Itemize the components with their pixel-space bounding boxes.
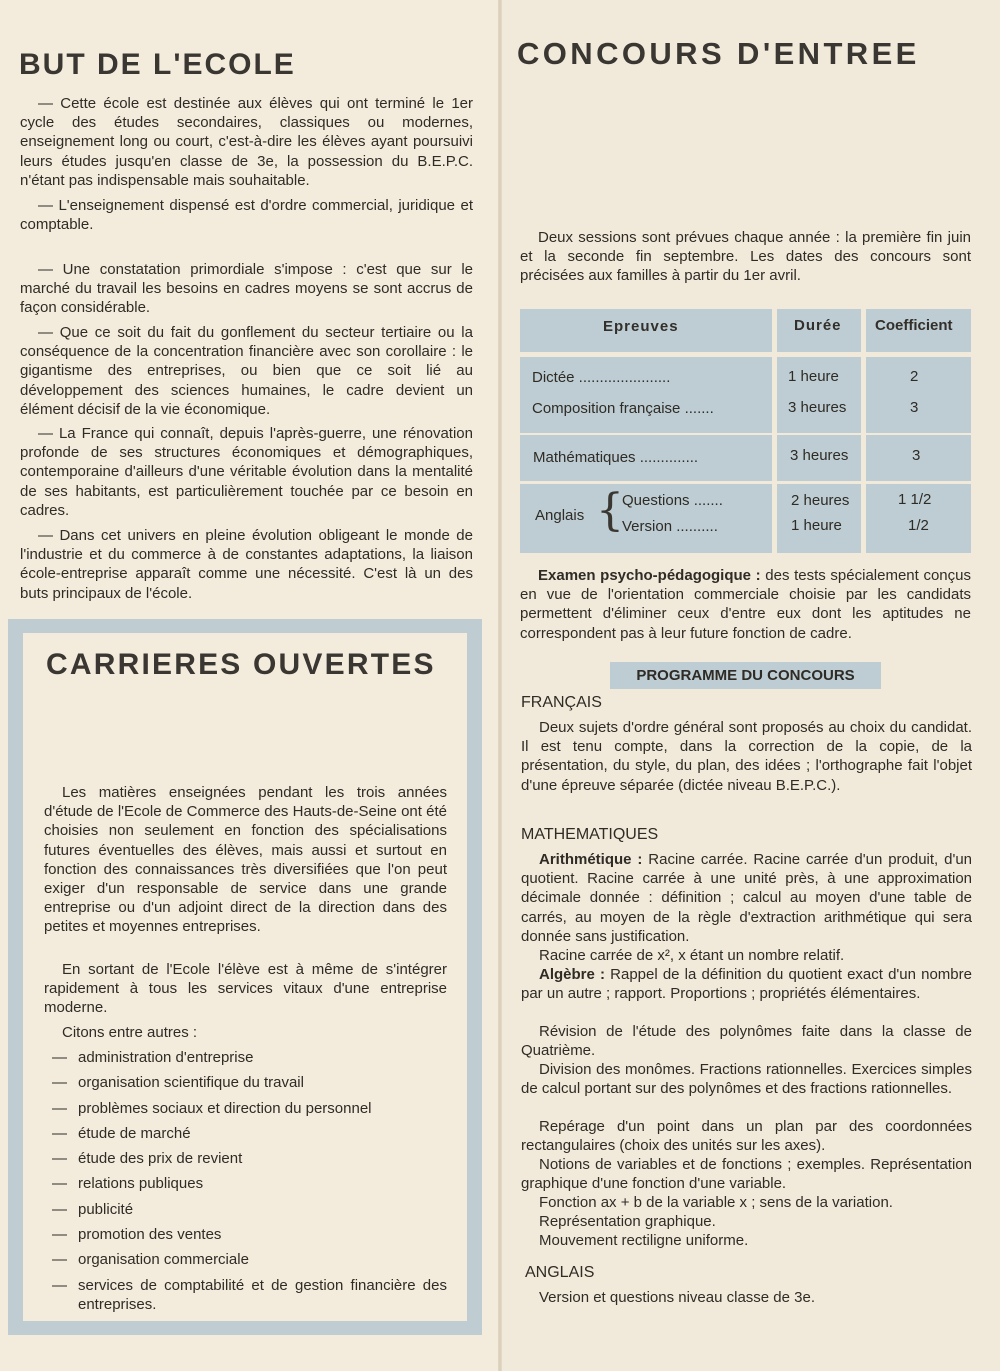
carrieres-paragraph-1: Les matières enseignées pendant les trois années d'étude de l'Ecole de Commerce des Hauts-de-Seine ont été choisies non seulement en fonction des spécialisations futures éventuelles des élèves, mais aussi et surtout en fonction des connaissances très diversifiées que l'on peut exiger d'un responsable de service dans une grande entreprise ou d'un adjoint direct de la direction dans des petites et moyennes entreprises. [44, 784, 447, 936]
table-header: Durée [794, 317, 842, 334]
francais-paragraph: Deux sujets d'ordre général sont proposés au choix du candidat. Il est tenu compte, dans la correction de la copie, de la présentation, du style, du plan, des idées ; l'orthographe fait l'objet d'une épreuve séparée (dictée niveau B.E.P.C.). [521, 719, 972, 794]
table-cell-duree: 1 heure [788, 368, 839, 385]
list-item: — publicité [52, 1200, 134, 1218]
algebre-paragraph [521, 965, 972, 1003]
list-item: — problèmes sociaux et direction du personnel [52, 1099, 372, 1117]
table-header: Epreuves [603, 318, 679, 335]
notions-paragraph: Notions de variables et de fonctions ; exemples. Représentation graphique d'une fonction d'une variable. [521, 1156, 972, 1193]
but-paragraph-1: — Cette école est destinée aux élèves qui ont terminé le 1er cycle des études secondaires, classiques ou modernes, enseignement long ou court, c'est-à-dire les élèves ayant poursuivi leurs études jusqu'en classe de 3e, la possession du B.E.P.C. n'étant pas indispensable mais souhaitable. [20, 95, 473, 189]
table-header: Coefficient [875, 317, 953, 334]
algebre-label: Algèbre : [539, 966, 605, 983]
table-cell-duree: 1 heure [791, 517, 842, 534]
carrieres-title: CARRIERES OUVERTES [46, 648, 436, 681]
table-cell-epreuve: Version .......... [622, 518, 718, 535]
maths-heading: MATHEMATIQUES [521, 826, 659, 843]
examen-text: des tests spécialement conçus en vue de l'orientation commerciale choisie par les candidats permettent d'éliminer ceux d'entre eux dont les aptitudes ne correspondent pas à leur future fonction de cadre. [520, 567, 971, 642]
examen-paragraph [520, 566, 971, 643]
revision-paragraph: Révision de l'étude des polynômes faite dans la classe de Quatrième. [521, 1023, 972, 1060]
table-cell-epreuve: Dictée ...................... [532, 369, 671, 386]
carrieres-paragraph-2: En sortant de l'Ecole l'élève est à même de s'intégrer rapidement à tous les services vitaux d'une entreprise moderne. [44, 961, 447, 1017]
table-cell-epreuve: Questions ....... [622, 492, 723, 509]
epreuves-table [520, 309, 971, 553]
anglais-heading: ANGLAIS [525, 1264, 595, 1281]
fonction-line: Fonction ax + b de la variable x ; sens de la variation. [539, 1194, 893, 1211]
list-item: — étude des prix de revient [52, 1150, 243, 1168]
table-cell-epreuve: Mathématiques .............. [533, 449, 699, 466]
but-paragraph-2: — L'enseignement dispensé est d'ordre commercial, juridique et comptable. [20, 197, 473, 234]
arith-paragraph [521, 850, 972, 946]
representation-line: Représentation graphique. [539, 1213, 716, 1230]
francais-heading: FRANÇAIS [521, 694, 602, 711]
but-title: BUT DE L'ECOLE [19, 48, 296, 81]
arith-label: Arithmétique : [539, 851, 643, 868]
list-item: — administration d'entreprise [52, 1049, 254, 1066]
table-cell-duree: 2 heures [791, 492, 850, 509]
programme-title: PROGRAMME DU CONCOURS [610, 662, 881, 689]
table-cell [866, 357, 971, 433]
table-cell-epreuve: Composition française ....... [532, 400, 714, 417]
racine-line: Racine carrée de x², x étant un nombre relatif. [539, 947, 845, 964]
table-cell-anglais: Anglais [535, 507, 585, 524]
table-cell-coef: 1/2 [908, 517, 929, 534]
table-cell-coef: 1 1/2 [898, 491, 932, 508]
table-cell-coef: 2 [910, 368, 919, 385]
examen-label: Examen psycho-pédagogique : [538, 567, 761, 584]
but-paragraph-4: — Que ce soit du fait du gonflement du secteur tertiaire ou la conséquence de la concentration financière avec son corollaire : le gigantisme des entreprises, ou bien que ce soit lié au développement des sciences humaines, le cadre devient un élément décisif de la vie économique. [20, 324, 473, 418]
sessions-paragraph: Deux sessions sont prévues chaque année : la première fin juin et la seconde fin septembre. Les dates des concours sont précisées aux familles à partir du 1er avril. [520, 229, 971, 285]
list-item: — étude de marché [52, 1124, 191, 1142]
list-item: — services de comptabilité et de gestion financière des entreprises. [52, 1276, 447, 1313]
table-cell-coef: 3 [910, 399, 919, 416]
reperage-paragraph: Repérage d'un point dans un plan par des coordonnées rectangulaires (choix des unités sur les axes). [521, 1118, 972, 1155]
table-cell-duree: 3 heures [790, 447, 849, 464]
list-item: — promotion des ventes [52, 1226, 222, 1244]
list-item: — organisation commerciale [52, 1251, 249, 1269]
page-fold [498, 0, 502, 1371]
brace: { [596, 485, 624, 536]
but-paragraph-5: — La France qui connaît, depuis l'après-guerre, une rénovation profonde de ses structures économiques et démographiques, contemporaine d'ailleurs d'une véritable évolution dans la mentalité de ses habitants, est particulièrement touchée par ce besoin en cadres. [20, 425, 473, 519]
arith-text: Racine carrée. Racine carrée d'un produit, d'un quotient. Racine carrée à une unité près, à une approximation décimale donnée : définition ; calcul au moyen d'une table de carrés, au moyen de la règle d'extraction arithmétique qui sera donnée sans justification. [521, 851, 972, 945]
carrieres-list [32, 1048, 447, 1320]
mouvement-line: Mouvement rectiligne uniforme. [539, 1232, 749, 1249]
algebre-text: Rappel de la définition du quotient exact d'un nombre par un autre ; rapport. Proportions ; propriétés élémentaires. [521, 966, 972, 1003]
list-item: — organisation scientifique du travail [52, 1074, 304, 1092]
anglais-paragraph: Version et questions niveau classe de 3e. [539, 1289, 816, 1306]
carrieres-paragraph-3: Citons entre autres : [62, 1024, 198, 1041]
table-cell-coef: 3 [912, 447, 921, 464]
concours-title: CONCOURS D'ENTREE [517, 36, 920, 71]
but-paragraph-6: — Dans cet univers en pleine évolution obligeant le monde de l'industrie et du commerce à de constantes adaptations, la liaison école-entreprise apparaît comme une nécessité. C'est là un des buts principaux de l'école. [20, 527, 473, 602]
division-paragraph: Division des monômes. Fractions rationnelles. Exercices simples de calcul portant sur des polynômes et des fractions rationnelles. [521, 1061, 972, 1098]
table-cell-duree: 3 heures [788, 399, 847, 416]
list-item: — relations publiques [52, 1175, 204, 1193]
but-paragraph-3: — Une constatation primordiale s'impose : c'est que sur le marché du travail les besoins en cadres moyens se sont accrus de façon considérable. [20, 261, 473, 317]
